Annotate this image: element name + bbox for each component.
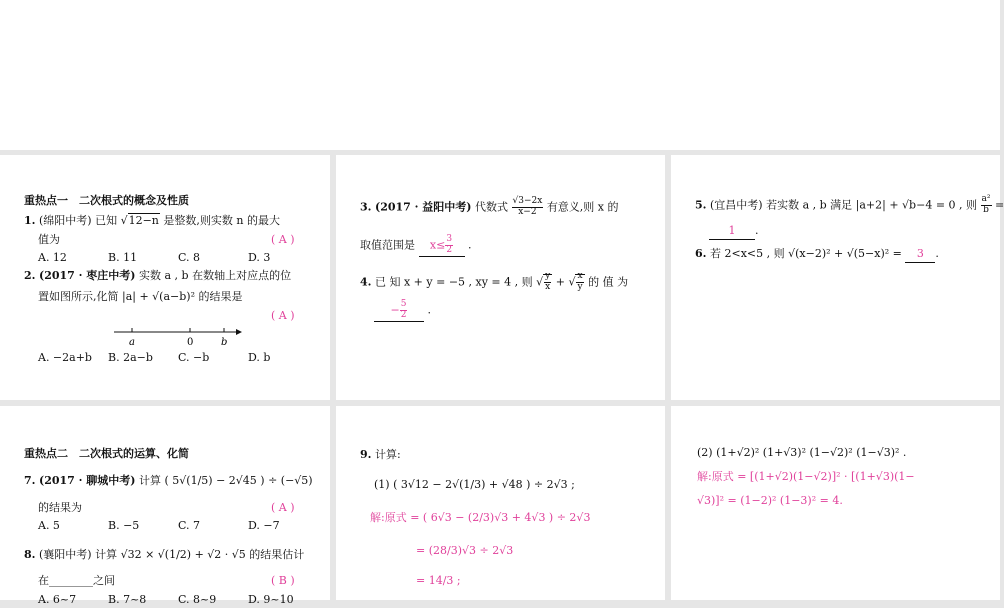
section-title: 重热点一 二次根式的概念及性质 bbox=[24, 194, 189, 207]
panel-questions-3-4 bbox=[336, 155, 665, 400]
question-8-line-1: 8. (襄阳中考) 计算 √32 × √(1/2) + √2 · √5 的结果估计 bbox=[24, 548, 305, 561]
question-9-solution-line-2: = (28/3)√3 ÷ 2√3 bbox=[416, 544, 514, 557]
question-9-solution-line-1: 解:原式 = ( 6√3 − (2/3)√3 + 4√3 ) ÷ 2√3 bbox=[370, 511, 591, 524]
question-9-part-1: (1) ( 3√12 − 2√(1/3) + √48 ) ÷ 2√3 ; bbox=[374, 478, 575, 491]
question-6-line: 6. 若 2<x<5 , 则 √(x−2)² + √(5−x)² = 3 . bbox=[695, 245, 939, 263]
number-line-figure bbox=[110, 323, 245, 349]
question-9-part-2: (2) (1+√2)² (1+√3)² (1−√2)² (1−√3)² . bbox=[697, 446, 907, 459]
fraction: $\frac{√3-2x}{x-2}$ bbox=[512, 196, 543, 217]
radical: √12−n bbox=[120, 214, 159, 227]
question-7-line-1: 7. (2017 · 聊城中考) 计算 ( 5√(1/5) − 2√45 ) ÷ (−√5) bbox=[24, 474, 313, 487]
part-2-solution-line-1: 解:原式 = [(1+√2)(1−√2)]² · [(1+√3)(1− bbox=[697, 470, 915, 483]
question-4-answer-line: − $\frac{5}{2}$ . bbox=[374, 300, 431, 322]
top-blank-area bbox=[0, 0, 1000, 150]
question-2-line-2: 置如图所示,化简 |a| + √(a−b)² 的结果是 bbox=[38, 290, 243, 303]
question-7-answer: ( A ) bbox=[271, 501, 295, 514]
question-4-line-1: 4. 已 知 x + y = −5 , xy = 4 , 则 √ $\frac{y}{x}$ + √ $\frac{x}{y}$ 的 值 为 bbox=[360, 271, 629, 292]
question-3-line-2: 取值范围是 x≤ $\frac{3}{2}$ . bbox=[360, 234, 472, 255]
axis-label-b: b bbox=[221, 337, 228, 348]
question-9-title: 9. 计算: bbox=[360, 448, 401, 461]
question-4-answer: − $\frac{5}{2}$ bbox=[374, 300, 424, 322]
axis-label-0: 0 bbox=[187, 337, 194, 348]
question-5-answer: 1 bbox=[709, 222, 755, 240]
question-1-line-2: 值为 bbox=[38, 233, 60, 246]
question-8-line-2: 在________之间 bbox=[38, 574, 115, 587]
question-1-options: A. 12 B. 11 C. 8 D. 3 bbox=[38, 251, 271, 264]
question-6-answer: 3 bbox=[905, 245, 935, 263]
panel-question-9-part-2 bbox=[671, 406, 1000, 600]
question-5-answer-line: 1 . bbox=[709, 222, 759, 240]
question-7-options: A. 5 B. −5 C. 7 D. −7 bbox=[38, 519, 280, 532]
axis-label-a: a bbox=[129, 337, 135, 348]
question-8-options: A. 6~7 B. 7~8 C. 8~9 D. 9~10 bbox=[38, 593, 294, 606]
question-3-line-1: 3. (2017 · 益阳中考) 代数式 $\frac{√3-2x}{x-2}$ 有意义,则 x 的 bbox=[360, 196, 619, 217]
panel-hotspot-1 bbox=[0, 155, 330, 400]
panel-questions-5-6 bbox=[671, 155, 1004, 400]
section-title: 重热点二 二次根式的运算、化简 bbox=[24, 447, 189, 460]
question-9-solution-line-3: = 14/3 ; bbox=[416, 574, 461, 587]
question-2-options: A. −2a+b B. 2a−b C. −b D. b bbox=[38, 351, 271, 364]
radical-x-over-y: √ $\frac{x}{y}$ bbox=[568, 271, 583, 292]
question-1-line-1: 1. (绵阳中考) 已知 √12−n 是整数,则实数 n 的最大 bbox=[24, 214, 280, 227]
question-8-answer: ( B ) bbox=[271, 574, 295, 587]
question-7-line-2: 的结果为 bbox=[38, 501, 82, 514]
question-1-answer: ( A ) bbox=[271, 233, 295, 246]
radical-y-over-x: √ $\frac{y}{x}$ bbox=[536, 271, 551, 292]
question-3-answer: x≤ $\frac{3}{2}$ bbox=[419, 235, 465, 257]
panel-question-9 bbox=[336, 406, 665, 600]
question-2-answer: ( A ) bbox=[271, 309, 295, 322]
part-2-solution-line-2: √3)]² = (1−2)² (1−3)² = 4. bbox=[697, 494, 843, 507]
panel-hotspot-2 bbox=[0, 406, 330, 606]
question-2-line-1: 2. (2017 · 枣庄中考) 实数 a , b 在数轴上对应点的位 bbox=[24, 269, 292, 282]
question-5-line-1: 5. (宜昌中考) 若实数 a , b 满足 |a+2| + √b−4 = 0 , 则 $\frac{\text{a²}}{b}$ = bbox=[695, 194, 1004, 215]
